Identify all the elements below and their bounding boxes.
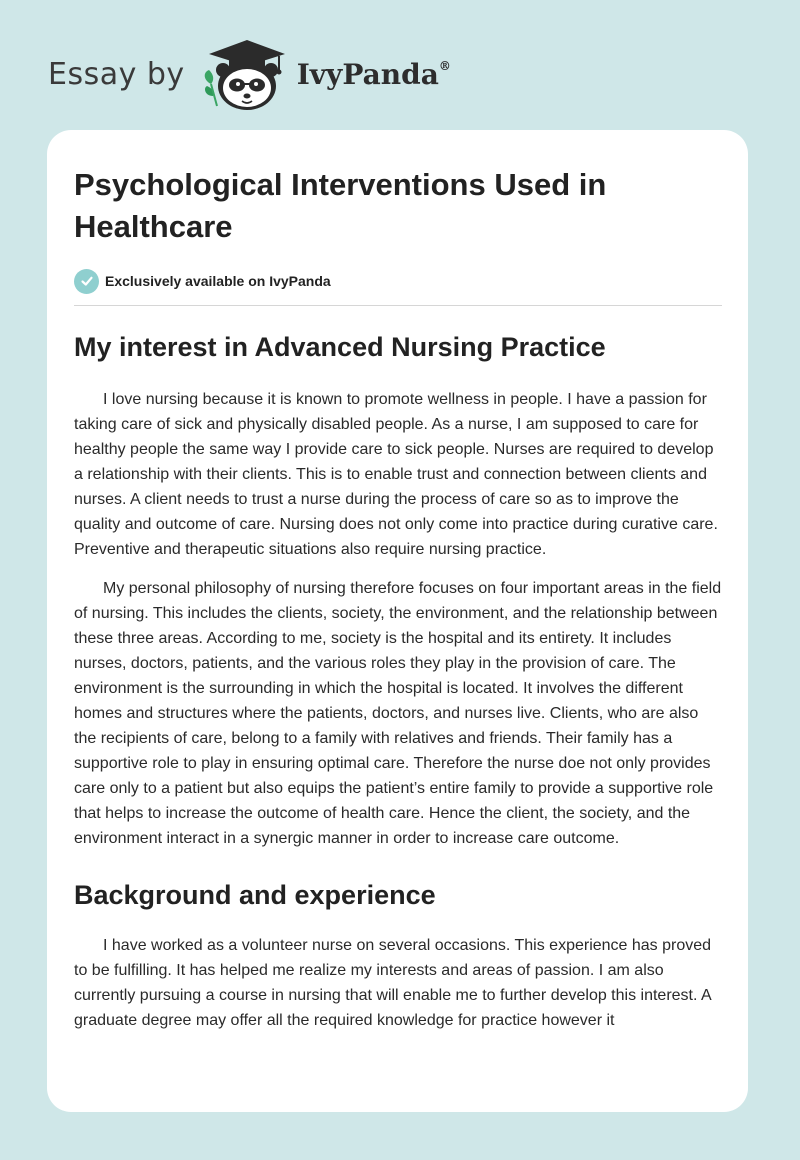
registered-mark: ® xyxy=(438,58,451,73)
page-title: Psychological Interventions Used in Healthcare xyxy=(74,167,607,244)
exclusive-badge xyxy=(74,268,722,294)
paragraph: I have worked as a volunteer nurse on several occasions. This experience has proved to be fulfilling. It has helped me realize my interests and areas of passion. I am also currently pursuing a course in nursing that will enable me to further develop this interest. A graduate degree may offer all the required knowledge for practice however it xyxy=(74,937,712,1029)
site-header xyxy=(48,36,451,112)
title-divider xyxy=(74,305,722,306)
exclusive-badge-label: Exclusively available on IvyPanda xyxy=(105,273,331,289)
checkmark-icon xyxy=(74,269,99,294)
section-heading: My interest in Advanced Nursing Practice xyxy=(74,332,606,362)
brand-prefix: Essay by xyxy=(48,56,185,92)
section-heading: Background and experience xyxy=(74,880,436,910)
panda-logo-icon[interactable] xyxy=(199,36,295,112)
paragraph: My personal philosophy of nursing therefore focuses on four important areas in the field of nursing. This includes the clients, society, the environment, and the relationship between these three areas. According to me, society is the hospital and its entirety. It includes nurses, doctors, patients, and the various roles they play in the provision of care. The environment is the surrounding in which the hospital is located. It involves the different homes and structures where the patients, doctors, and nurses live. Clients, who are also the recipients of care, belong to a family with relatives and friends. Their family has a supportive role to play in ensuring optimal care. Therefore the nurse doe not only provides care only to a patient but also equips the patient’s entire family to provide a supportive role that helps to increase the outcome of health care. Hence the client, the society, and the environment interact in a synergic manner in order to increase care outcome. xyxy=(74,580,722,847)
section-interest xyxy=(74,329,722,851)
brand-name[interactable]: IvyPanda® xyxy=(296,57,451,91)
section-background xyxy=(74,877,722,1033)
essay-card xyxy=(47,130,748,1112)
paragraph: I love nursing because it is known to promote wellness in people. I have a passion for taking care of sick and physically disabled people. As a nurse, I am supposed to care for healthy people the same way I provide care to sick people. Nurses are required to develop a relationship with their clients. This is to enable trust and connection between clients and nurses. A client needs to trust a nurse during the process of care so as to improve the quality and outcome of care. Nursing does not only come into practice during curative care. Preventive and therapeutic situations also require nursing practice. xyxy=(74,391,718,558)
